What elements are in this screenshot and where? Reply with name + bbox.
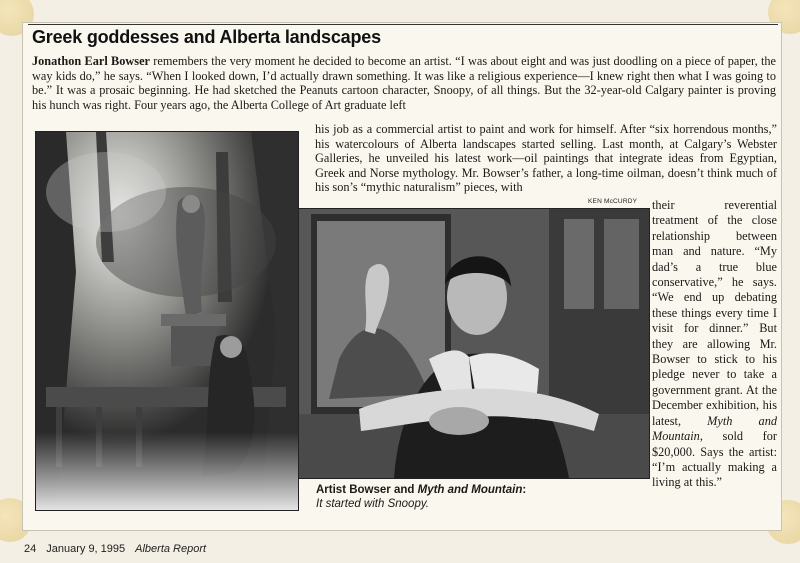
article-right-column [652,198,777,491]
caption-subline: It started with Snoopy. [316,498,429,510]
right-text-title: Myth and Mountain [652,413,777,444]
author-name: Jonathon Earl Bowser [32,54,150,68]
article-headline: Greek goddesses and Alberta landscapes [32,27,381,47]
issue-date: January 9, 1995 [46,543,126,555]
right-text-part-1: their reverential treatment of the close relationship between man and nature. “My dad’s a true blue conservative,” he says. “We end up debating these things every time I visit for dinner.” But they are allowing Mr. Bowser to stick to his pledge never to take a government grant. At the December exhibition, his latest, [652,198,777,428]
top-rule [28,24,778,25]
right-column-text [652,198,777,491]
page-number: 24 [24,543,37,555]
photo-credit: KEN McCURDY [588,198,638,205]
page-footer [24,543,216,555]
caption-colon: : [522,484,527,496]
caption-title: Myth and Mountain [417,484,523,496]
magazine-name: Alberta Report [135,543,207,555]
painting-illustration [36,132,298,510]
caption-lead: Artist Bowser and [316,484,418,496]
photo-caption [316,483,646,511]
article-middle-column [315,122,777,195]
lede-text: remembers the very moment he decided to become an artist. “I was about eight and was just doodling on a piece of paper, the way kids do,” he says. “When I looked down, I’d actually drawn something. It was like a religious experience—I knew right then what I was going to be.” It was a prosaic beginning. He had sketched the Peanuts cartoon character, Snoopy, of all things. But the 32-year-old Calgary painter is proving his hunch was right. Four years ago, the Alberta College of Art graduate left [32,54,777,112]
article-lede [32,54,776,112]
artist-photo-illustration [299,209,649,478]
painting-image [35,131,299,511]
artist-photo [298,208,650,479]
right-text-part-2: , sold for $20,000. Says the artist: “I’m actually making a living at this.” [652,429,777,490]
middle-text: his job as a commercial artist to paint and work for himself. After “six horrendous months,” his watercolours of Alberta landscapes started selling. Last month, at Calgary’s Webster Galleries, he unveiled his latest work—oil paintings that integrate ideas from Egyptian, Greek and Norse mythology. Mr. Bowser’s father, a long-time oilman, doesn’t think much of his son’s “mythic naturalism” pieces, with [315,122,777,195]
